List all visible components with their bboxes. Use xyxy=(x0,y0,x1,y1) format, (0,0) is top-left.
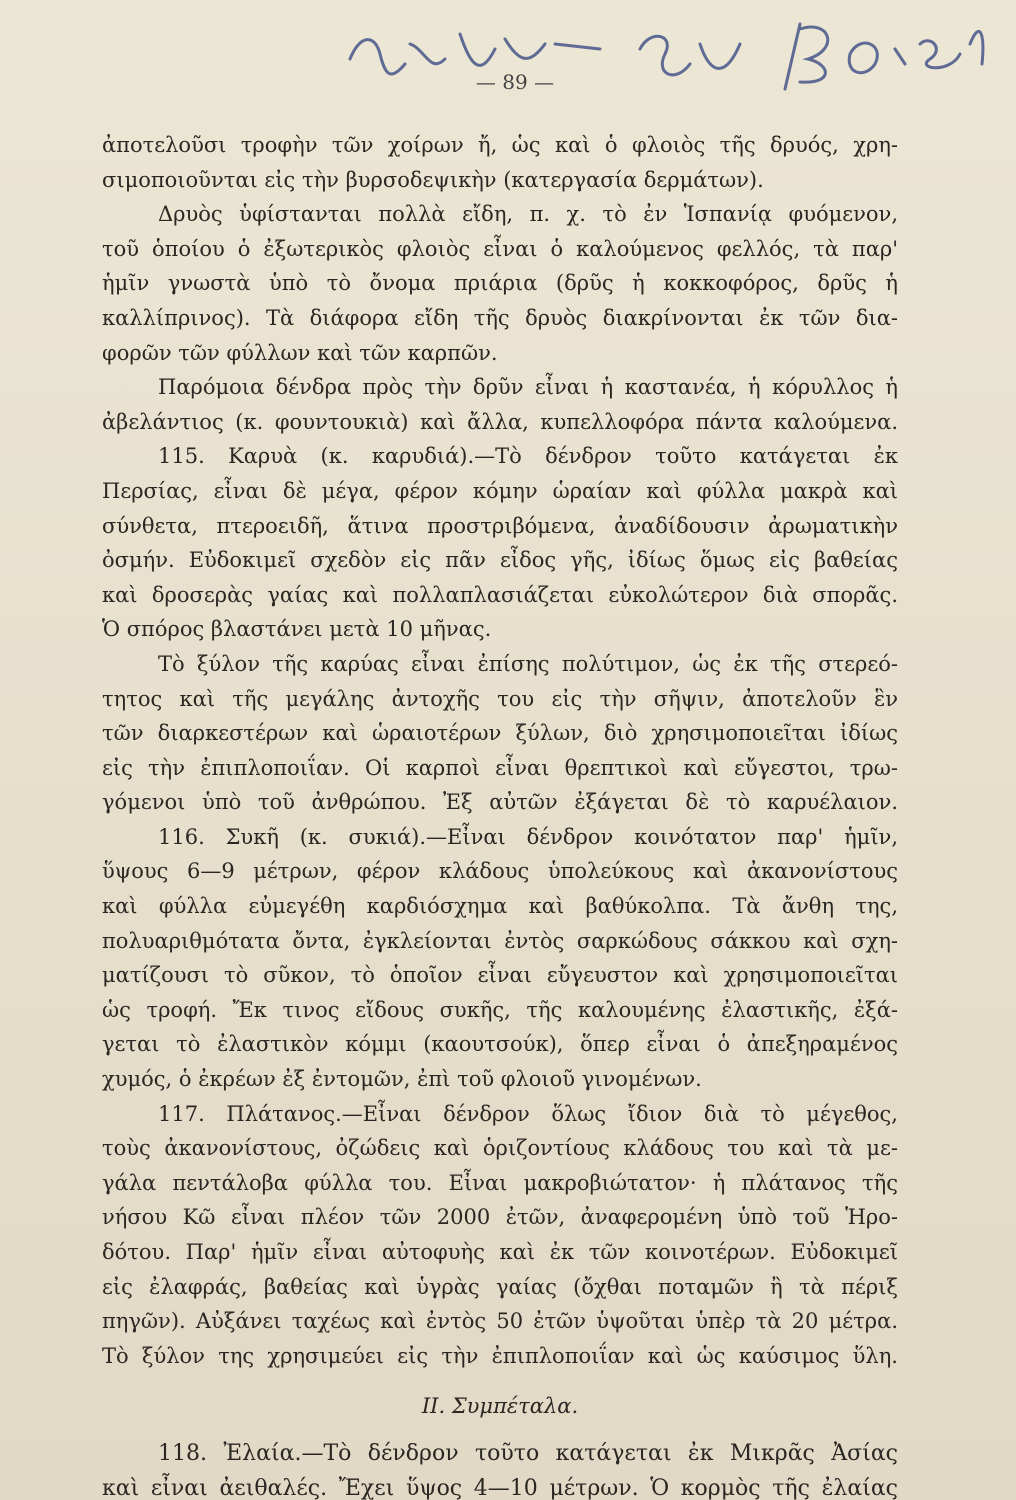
text-line: Τὸ ξύλον της χρησιμεύει εἰς τὴν ἐπιπλοποιΐαν καὶ ὡς καύσιμος ὕλη. xyxy=(102,1343,898,1368)
text-line: Ὁ σπόρος βλαστάνει μετὰ 10 μῆνας. xyxy=(102,617,492,642)
text-line: πηγῶν). Αὐξάνει ταχέως καὶ ἐντὸς 50 ἐτῶν ὑψοῦται ὑπὲρ τὰ 20 μέτρα. xyxy=(102,1309,898,1334)
page-number: — 89 — xyxy=(475,70,555,94)
text-line: Περσίας, εἶναι δὲ μέγα, φέρον κόμην ὡραίαν καὶ φύλλα μακρὰ καὶ xyxy=(102,478,898,503)
text-line: φορῶν τῶν φύλλων καὶ τῶν καρπῶν. xyxy=(102,340,498,365)
text-line: τῶν διαρκεστέρων καὶ ὡραιοτέρων ξύλων, διὸ χρησιμοποιεῖται ἰδίως xyxy=(102,721,898,746)
text-line: γεται τὸ ἐλαστικὸν κόμμι (καουτσούκ), ὅπερ εἶναι ὁ ἀπεξηραμένος xyxy=(102,1032,898,1057)
text-line: πολυαριθμότατα ὄντα, ἐγκλείονται ἐντὸς σαρκώδους σάκκου καὶ σχη- xyxy=(102,928,898,953)
text-line: καὶ δροσερὰς γαίας καὶ πολλαπλασιάζεται εὐκολώτερον διὰ σπορᾶς. xyxy=(102,582,898,607)
text-line: Τὸ ξύλον τῆς καρύας εἶναι ἐπίσης πολύτιμον, ὡς ἐκ τῆς στερεό- xyxy=(158,651,898,676)
text-line: ὕψους 6—9 μέτρων, φέρον κλάδους ὑπολεύκους καὶ ἀκανονίστους xyxy=(102,859,898,884)
text-line: εἰς ἐλαφράς, βαθείας καὶ ὑγρὰς γαίας (ὄχθαι ποταμῶν ἢ τὰ πέριξ xyxy=(102,1274,898,1299)
text-line: καὶ εἶναι ἀειθαλές. Ἔχει ὕψος 4—10 μέτρων. Ὁ κορμὸς τῆς ἐλαίας xyxy=(102,1475,898,1500)
text-line: ματίζουσι τὸ σῦκον, τὸ ὁποῖον εἶναι εὔγευστον καὶ χρησιμοποιεῖται xyxy=(102,963,898,988)
entry-118-block xyxy=(102,1437,898,1500)
text-line: ὡς τροφή. Ἔκ τινος εἴδους συκῆς, τῆς καλουμένης ἐλαστικῆς, ἐξά- xyxy=(102,997,898,1022)
text-line: τοῦ ὁποίου ὁ ἐξωτερικὸς φλοιὸς εἶναι ὁ καλούμενος φελλός, τὰ παρ' xyxy=(102,236,898,261)
entry-116-heading-line: 116. Συκῆ (κ. συκιά).—Εἶναι δένδρον κοινότατον παρ' ἡμῖν, xyxy=(158,824,898,849)
text-line: Δρυὸς ὑφίστανται πολλὰ εἴδη, π. χ. τὸ ἐν Ἱσπανίᾳ φυόμενον, xyxy=(158,202,898,227)
section-heading: II. Συμπέταλα. xyxy=(421,1394,579,1419)
text-line: ἀποτελοῦσι τροφὴν τῶν χοίρων ἤ, ὡς καὶ ὁ φλοιὸς τῆς δρυός, χρη- xyxy=(102,133,898,157)
entry-115-heading-line: 115. Καρυὰ (κ. καρυδιά).—Τὸ δένδρον τοῦτο κατάγεται ἐκ xyxy=(158,444,898,469)
text-line: χυμός, ὁ ἐκρέων ἐξ ἐντομῶν, ἐπὶ τοῦ φλοιοῦ γινομένων. xyxy=(102,1067,702,1092)
text-line: τητος καὶ τῆς μεγάλης ἀντοχῆς του εἰς τὴν σῆψιν, ἀποτελοῦν ἓν xyxy=(102,686,898,711)
entry-118-heading-line: 118. Ἐλαία.—Τὸ δένδρον τοῦτο κατάγεται ἐκ Μικρᾶς Ἀσίας xyxy=(158,1441,898,1467)
entry-117-heading-line: 117. Πλάτανος.—Εἶναι δένδρον ὅλως ἴδιον διὰ τὸ μέγεθος, xyxy=(158,1101,898,1126)
text-line: δότου. Παρ' ἡμῖν εἶναι αὐτοφυὴς καὶ ἐκ τῶν κοινοτέρων. Εὐδοκιμεῖ xyxy=(102,1240,898,1264)
text-line: γάλα πεντάλοβα φύλλα του. Εἶναι μακροβιώτατον· ἡ πλάτανος τῆς xyxy=(102,1170,898,1195)
text-line: καλλίπρινος). Τὰ διάφορα εἴδη τῆς δρυὸς διακρίνονται ἐκ τῶν δια- xyxy=(102,305,898,330)
text-line: σύνθετα, πτεροειδῆ, ἅτινα προστριβόμενα, ἀναδίδουσιν ἀρωματικὴν xyxy=(102,513,898,538)
text-line: ἡμῖν γνωστὰ ὑπὸ τὸ ὄνομα πριάρια (δρῦς ἡ κοκκοφόρος, δρῦς ἡ xyxy=(102,271,898,296)
text-line: ὀσμήν. Εὐδοκιμεῖ σχεδὸν εἰς πᾶν εἶδος γῆς, ἰδίως ὅμως εἰς βαθείας xyxy=(102,548,898,573)
text-line: Παρόμοια δένδρα πρὸς τὴν δρῦν εἶναι ἡ καστανέα, ἡ κόρυλλος ἡ xyxy=(158,375,898,400)
text-line: σιμοποιοῦνται εἰς τὴν βυρσοδεψικὴν (κατεργασία δερμάτων). xyxy=(102,167,764,192)
text-line: νήσου Κῶ εἶναι πλέον τῶν 2000 ἐτῶν, ἀναφερομένη ὑπὸ τοῦ Ἡρο- xyxy=(102,1205,898,1230)
text-line: καὶ φύλλα εὐμεγέθη καρδιόσχημα καὶ βαθύκολπα. Τὰ ἄνθη της, xyxy=(102,894,898,919)
text-line: τοὺς ἀκανονίστους, ὀζώδεις καὶ ὁριζοντίους κλάδους του καὶ τὰ με- xyxy=(102,1136,898,1161)
text-line: εἰς τὴν ἐπιπλοποιΐαν. Οἱ καρποὶ εἶναι θρεπτικοὶ καὶ εὔγεστοι, τρω- xyxy=(102,755,898,780)
text-line: ἀβελάντιος (κ. φουντουκιὰ) καὶ ἄλλα, κυπελλοφόρα πάντα καλούμενα. xyxy=(102,409,898,434)
body-text xyxy=(102,128,898,1500)
text-line: γόμενοι ὑπὸ τοῦ ἀνθρώπου. Ἐξ αὐτῶν ἐξάγεται δὲ τὸ καρυέλαιον. xyxy=(102,790,898,815)
